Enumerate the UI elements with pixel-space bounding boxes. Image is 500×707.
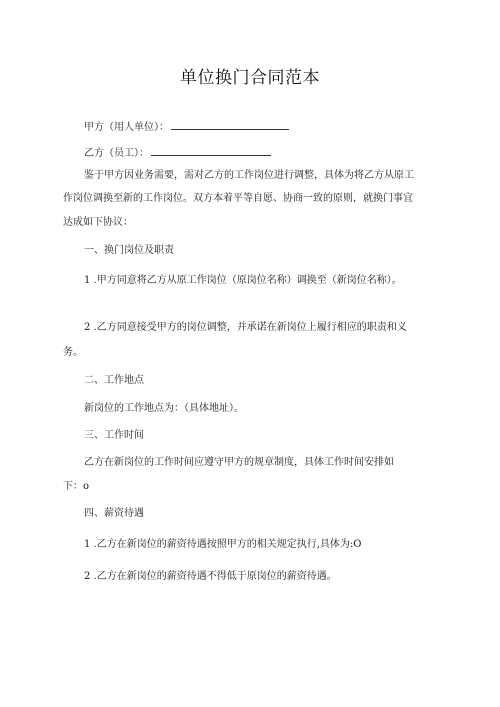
intro-line-1: 鉴于甲方因业务需要，需对乙方的工作岗位进行调整，具体为将乙方从原工 [84, 170, 414, 181]
section4-heading: 四、薪资待遇 [84, 508, 144, 519]
document-title: 单位换门合同范本 [180, 68, 320, 88]
party-b-line [84, 145, 271, 161]
party-a-label: 甲方（用人单位）： [84, 122, 169, 133]
section3-heading: 三、工作时间 [84, 430, 144, 441]
section1-item2-line2: 务。 [63, 347, 83, 358]
party-b-label: 乙方（员工）： [84, 148, 149, 159]
section4-item2: 2 .乙方在新岗位的薪资待遇不得低于原岗位的薪资待遇。 [84, 571, 337, 582]
section1-item2-line1: 2 .乙方同意接受甲方的岗位调整，并承诺在新岗位上履行相应的职责和义 [84, 322, 407, 333]
section1-item1: 1 .甲方同意将乙方从原工作岗位（原岗位名称）调换至（新岗位名称）。 [84, 275, 402, 286]
section3-line2: 下：o [63, 481, 90, 492]
section2-text: 新岗位的工作地点为：（具体地址）。 [84, 403, 244, 414]
section1-heading: 一、换门岗位及职责 [84, 245, 174, 256]
section2-heading: 二、工作地点 [84, 375, 144, 386]
party-a-blank [171, 119, 289, 130]
party-a-line [84, 119, 289, 135]
party-b-blank [151, 145, 271, 156]
section4-item1: 1 .乙方在新岗位的薪资待遇按照甲方的相关规定执行,具体为:O [84, 539, 362, 550]
intro-line-2: 作岗位调换至新的工作岗位。双方本着平等自愿、协商一致的原则，就换门事宜 [63, 193, 413, 204]
intro-line-3: 达成如下协议： [63, 217, 133, 228]
section3-line1: 乙方在新岗位的工作时间应遵守甲方的规章制度，具体工作时间安排如 [84, 457, 394, 468]
